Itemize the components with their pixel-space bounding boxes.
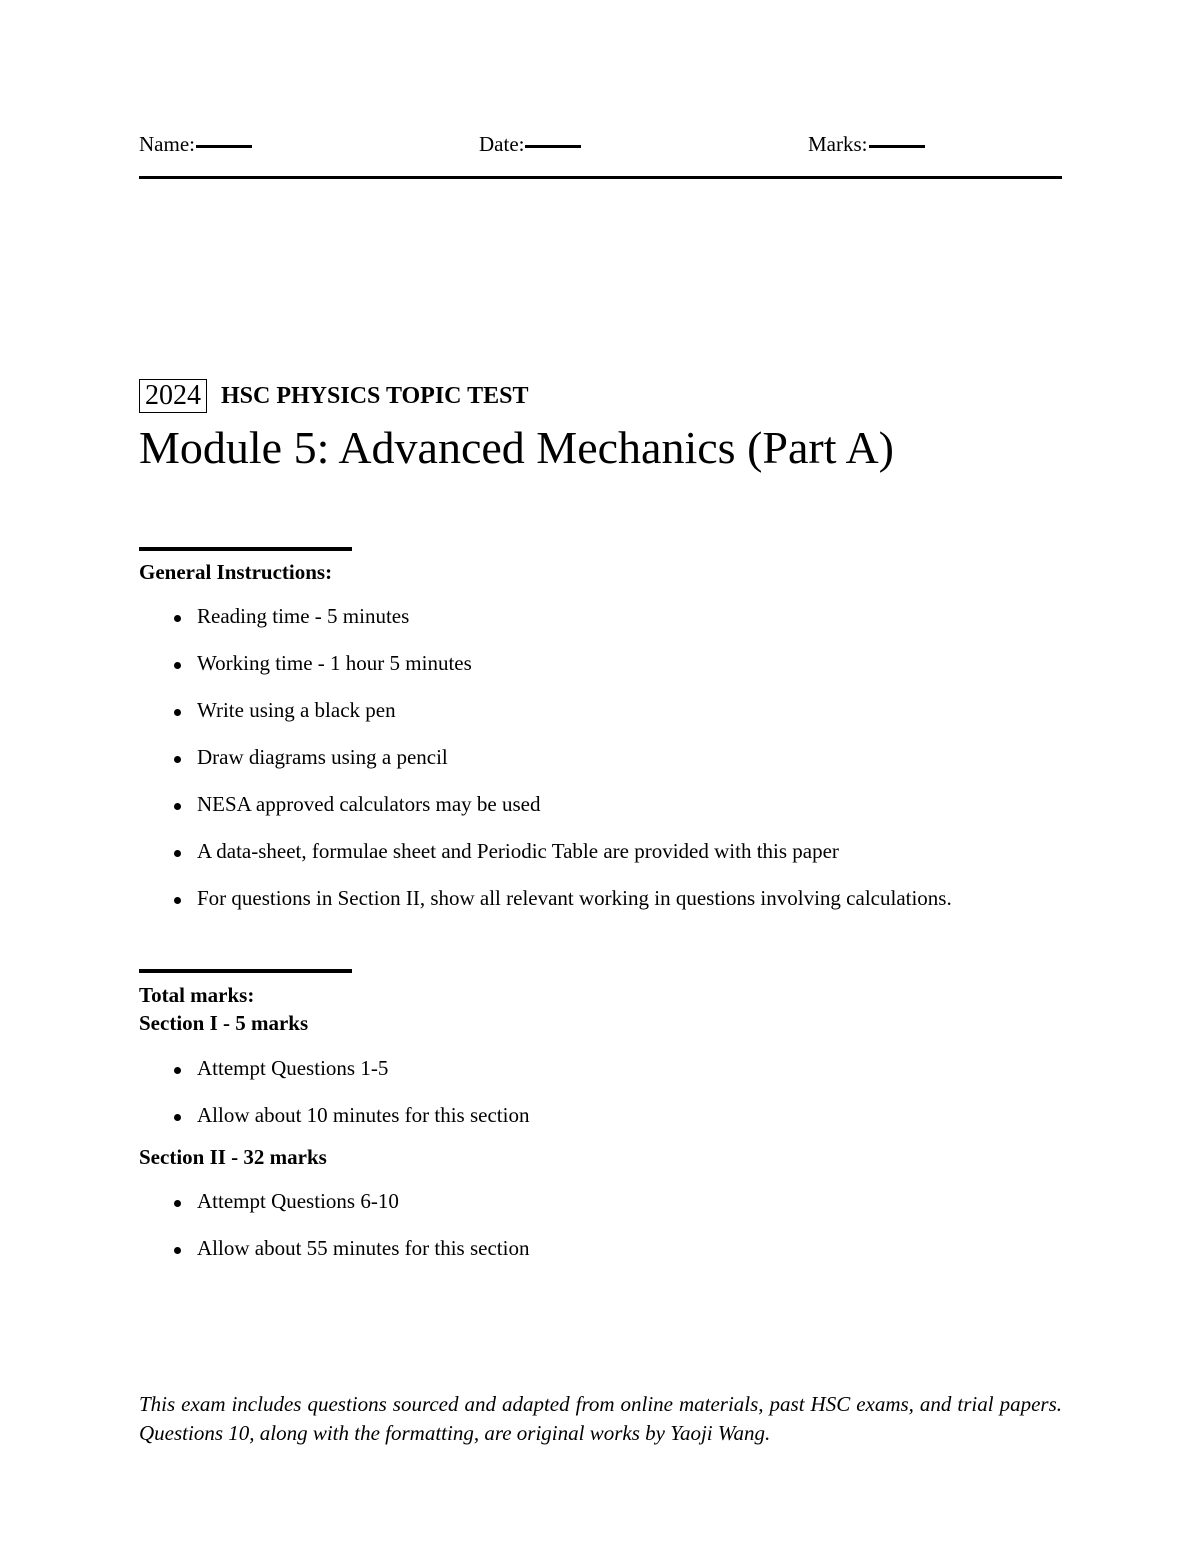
section2-heading: Section II - 32 marks	[139, 1145, 327, 1169]
list-item: Reading time - 5 minutes	[139, 602, 952, 649]
list-item: Allow about 55 minutes for this section	[139, 1234, 529, 1281]
instructions-rule	[139, 547, 352, 551]
list-item: A data-sheet, formulae sheet and Periodic Table are provided with this paper	[139, 837, 952, 884]
year-box: 2024	[139, 379, 207, 413]
marks-label: Marks:	[808, 132, 868, 156]
list-item: For questions in Section II, show all relevant working in questions involving calculations.	[139, 884, 952, 931]
name-field[interactable]	[139, 130, 252, 158]
date-label: Date:	[479, 132, 525, 156]
section1-list	[139, 1054, 529, 1148]
date-blank[interactable]	[525, 145, 581, 148]
marks-field[interactable]	[808, 130, 925, 158]
test-name: HSC PHYSICS TOPIC TEST	[221, 382, 529, 409]
instructions-list	[139, 602, 952, 931]
section2-list	[139, 1187, 529, 1281]
list-item: Working time - 1 hour 5 minutes	[139, 649, 952, 696]
header-rule	[139, 176, 1062, 179]
name-label: Name:	[139, 132, 195, 156]
footnote: This exam includes questions sourced and adapted from online materials, past HSC exams, and trial papers. Questions 10, along with the formatting, are original works by Yaoji Wang.	[139, 1392, 1062, 1445]
list-item: Attempt Questions 1-5	[139, 1054, 529, 1101]
date-field[interactable]	[479, 130, 581, 158]
marks-blank[interactable]	[869, 145, 925, 148]
name-blank[interactable]	[196, 145, 252, 148]
title-row	[139, 378, 528, 414]
list-item: Attempt Questions 6-10	[139, 1187, 529, 1234]
total-marks-heading: Total marks:	[139, 983, 255, 1007]
section1-heading: Section I - 5 marks	[139, 1011, 309, 1035]
list-item: Write using a black pen	[139, 696, 952, 743]
module-title: Module 5: Advanced Mechanics (Part A)	[139, 422, 894, 473]
instructions-heading: General Instructions:	[139, 560, 333, 584]
list-item: NESA approved calculators may be used	[139, 790, 952, 837]
list-item: Draw diagrams using a pencil	[139, 743, 952, 790]
list-item: Allow about 10 minutes for this section	[139, 1101, 529, 1148]
marks-rule	[139, 969, 352, 973]
